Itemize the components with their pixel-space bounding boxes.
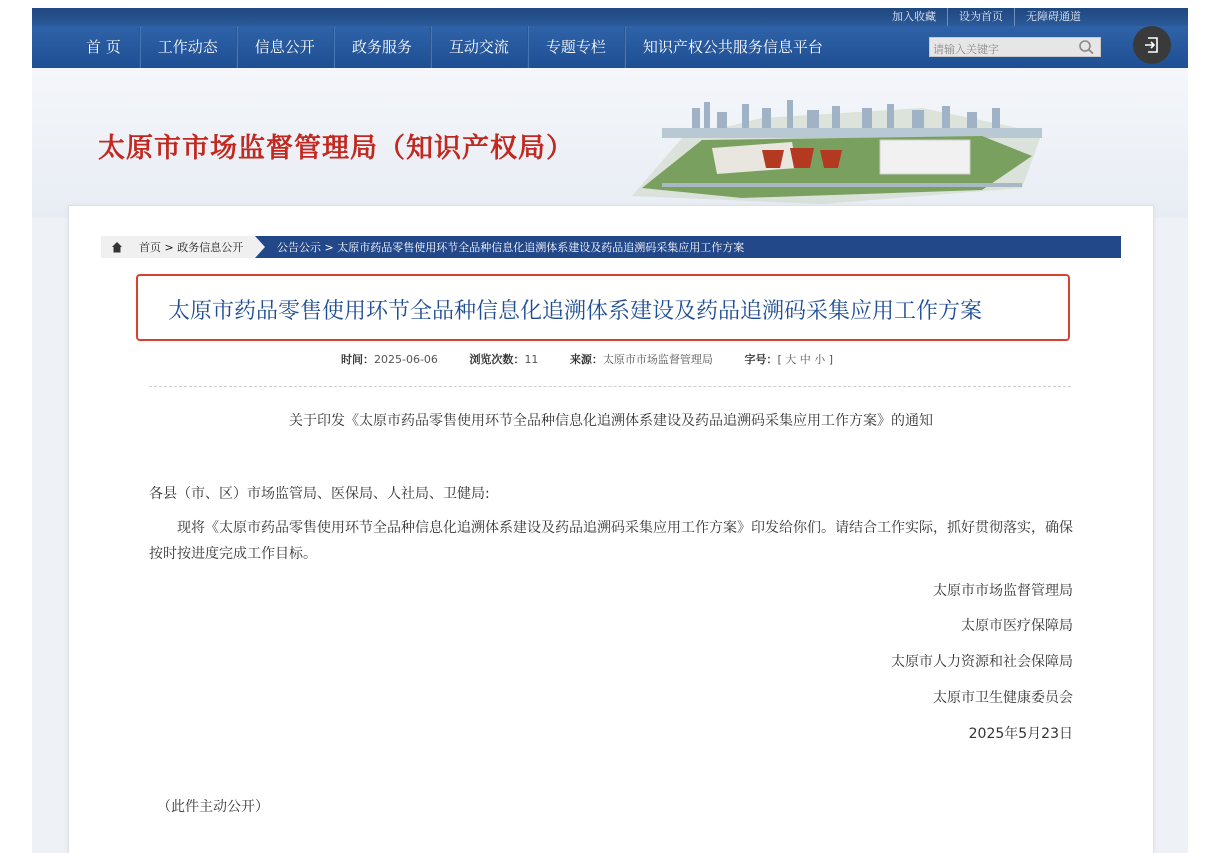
content-panel — [68, 205, 1154, 853]
search-box — [929, 37, 1101, 57]
meta-divider — [149, 386, 1071, 387]
recipients: 各县（市、区）市场监管局、医保局、人社局、卫健局: — [149, 486, 490, 502]
meta-source-label: 来源： — [569, 353, 603, 366]
signatory: 太原市市场监督管理局 — [933, 583, 1073, 599]
exit-reader-button[interactable] — [1133, 26, 1171, 64]
search-input[interactable] — [930, 41, 1076, 59]
meta-views: 11 — [524, 353, 539, 366]
signatory: 太原市人力资源和社会保障局 — [891, 654, 1073, 670]
nav-item-interaction[interactable]: 互动交流 — [431, 26, 528, 68]
issue-date: 2025年5月23日 — [968, 726, 1073, 742]
signatory: 太原市医疗保障局 — [961, 618, 1073, 634]
breadcrumb-arrow — [255, 236, 265, 258]
nav-item-ip-platform[interactable]: 知识产权公共服务信息平台 — [642, 38, 823, 56]
article-title-box — [136, 274, 1070, 341]
signatory: 太原市卫生健康委员会 — [933, 690, 1073, 706]
nav-menu — [68, 26, 841, 68]
article-title: 太原市药品零售使用环节全品种信息化追溯体系建设及药品追溯码采集应用工作方案 — [168, 299, 983, 324]
search-icon[interactable] — [1078, 39, 1096, 55]
breadcrumb-home[interactable] — [101, 236, 133, 258]
accessibility-link[interactable]: 无障碍通道 — [1014, 8, 1092, 26]
breadcrumb-section[interactable] — [133, 236, 255, 258]
city-illustration — [622, 78, 1042, 204]
breadcrumb-current — [255, 236, 1121, 258]
nav-item-topics[interactable]: 专题专栏 — [528, 26, 625, 68]
website-frame — [32, 8, 1188, 853]
header-banner — [32, 68, 1188, 218]
nav-item-info-disclosure[interactable]: 信息公开 — [237, 26, 334, 68]
nav-item-home[interactable]: 首 页 — [68, 26, 140, 68]
add-favorite-link[interactable]: 加入收藏 — [892, 10, 936, 23]
meta-views-label: 浏览次数： — [469, 353, 525, 366]
breadcrumb — [101, 236, 1121, 258]
nav-item-gov-services[interactable]: 政务服务 — [334, 26, 431, 68]
breadcrumb-section-label: 首页 > 政务信息公开 — [139, 241, 244, 254]
article-body: 现将《太原市药品零售使用环节全品种信息化追溯体系建设及药品追溯码采集应用工作方案》印发给你们。请结合工作实际，抓好贯彻落实，确保按时按进度完成工作目标。 — [149, 520, 1073, 562]
meta-time-label: 时间： — [341, 353, 374, 366]
set-homepage-link[interactable]: 设为首页 — [947, 8, 1014, 26]
main-nav — [32, 26, 1188, 68]
meta-time: 2025-06-06 — [374, 353, 438, 366]
meta-source: 太原市市场监督管理局 — [602, 353, 713, 366]
notice-title: 关于印发《太原市药品零售使用环节全品种信息化追溯体系建设及药品追溯码采集应用工作方案》的通知 — [289, 413, 933, 429]
article-meta — [341, 351, 833, 369]
breadcrumb-current-label: 公告公示 > 太原市药品零售使用环节全品种信息化追溯体系建设及药品追溯码采集应用工作方案 — [277, 241, 745, 254]
disclosure-note: （此件主动公开） — [157, 799, 269, 815]
font-size-selector[interactable]: [ 大 中 小 ] — [777, 353, 834, 366]
utility-links — [881, 8, 1092, 26]
utility-bar — [32, 8, 1188, 26]
site-title: 太原市市场监督管理局（知识产权局） — [98, 133, 574, 164]
nav-item-work-news[interactable]: 工作动态 — [140, 26, 237, 68]
exit-icon — [1133, 26, 1171, 64]
meta-fontsize-label: 字号： — [744, 353, 778, 366]
home-icon — [101, 236, 133, 258]
